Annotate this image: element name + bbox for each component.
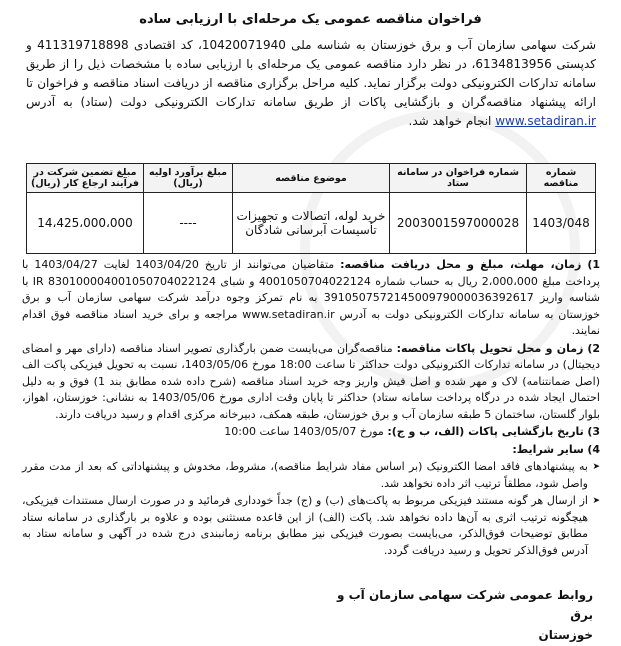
cell-tender-number: 1403/048 bbox=[527, 193, 596, 254]
header-tender-number: شماره مناقصه bbox=[527, 164, 596, 193]
section-number: 3) bbox=[587, 425, 600, 438]
section-text: مناقصه‌گران می‌بایست ضمن بارگذاری تصویر اسناد مناقصه (دارای مهر و امضای دیجیتال) در سامانه تدارکات الکترونیکی دولت حداکثر تا ساعت 18:00 مورخ 1403/05/06، نسبت به تحویل فیزیکی پاکت الف (اصل ضمانتنامه) لاک و مهر شده و اصل فیش واریز وجه خرید اسناد مناقصه (شرح داده شده مطابق بند 1) فوق و به دلیل احتمال ایجاد شده در درگاه پرداخت سامانه ستاد) حداکثر تا پایان وقت اداری مورخ 1403/05/06 به نشانی: خوزستان، اهواز، بلوار گلستان، ساختمان 5 طبقه سازمان آب و برق خوزستان، طبقه همکف، دبیرخانه مرکزی اقدام و رسید دریافت دارند. bbox=[22, 341, 600, 421]
table-header-row bbox=[27, 164, 596, 193]
table-row bbox=[27, 193, 596, 254]
header-estimate: مبلغ برآورد اولیه (ریال) bbox=[144, 164, 233, 193]
section-1 bbox=[22, 257, 600, 340]
section-number: 1) bbox=[587, 258, 601, 271]
section-number: 4) bbox=[587, 442, 600, 456]
conditions-sections bbox=[22, 257, 600, 560]
section-label: زمان و محل تحویل پاکات مناقصه: bbox=[396, 341, 584, 355]
cell-setad-number: 2003001597000028 bbox=[390, 193, 527, 254]
section-text: متقاضیان می‌توانند از تاریخ 1403/04/20 لغایت 1403/04/27 با پرداخت مبلغ 2،000،000 ریال به حساب شماره 4001050704022124 و شبای IR 830100004001050704022124 با شناسه واریز 391050757214500979000036392617 به نام تمرکز وجوه درآمد شرکت سهامی سازمان آب و برق خوزستان به سامانه تدارکات الکترونیکی دولت به آدرس bbox=[22, 258, 601, 321]
section-3 bbox=[22, 424, 600, 441]
cell-estimate: ---- bbox=[144, 193, 233, 254]
section-label: زمان، مهلت، مبلغ و محل دریافت مناقصه: bbox=[340, 258, 582, 271]
section-2 bbox=[22, 341, 600, 424]
intro-text: شرکت سهامی سازمان آب و برق خوزستان به شناسه ملی 10420071940، کد اقتصادی 411319718898 و کدپستی 6134813956، در نظر دارد مناقصه عمومی یک مرحله‌ای با ارزیابی ساده با مشخصات ذیل را از طریق سامانه تدارکات الکترونیکی دولت برگزار نماید. کلیه مراحل برگزاری مناقصه از دریافت اسناد مناقصه و فراخوان تا ارائه پیشنهاد مناقصه‌گران و بازگشایی پاکات از طریق سامانه تدارکات الکترونیکی دولت (ستاد) به آدرس bbox=[26, 38, 597, 109]
signature-line-2: خوزستان bbox=[538, 628, 593, 642]
header-subject: موضوع مناقصه bbox=[233, 164, 390, 193]
signature-block bbox=[333, 585, 593, 645]
condition-bullet: ➤ از ارسال هر گونه مستند فیزیکی مربوط به پاکت‌های (ب) و (ج) جداً خودداری فرمائید و در صورت ارسال مستندات فیزیکی، هیچگونه ترتیب اثری به آن‌ها داده نخواهد شد. پاکت (الف) از این قاعده مستثنی بوده و علاوه بر بارگذاری در سامانه ستاد مطابق توضیحات فوق‌الذکر، می‌بایست بصورت فیزیکی نیز مطابق برنامه زمانبندی درج شده در آگهی و سامانه ستاد به آدرس فوق‌الذکر تحویل و رسید دریافت گردد. bbox=[22, 493, 600, 559]
cell-guarantee: 14،425،000،000 bbox=[27, 193, 144, 254]
setad-link[interactable]: www.setadiran.ir bbox=[242, 307, 335, 321]
page-title: فراخوان مناقصه عمومی یک مرحله‌ای با ارزیابی ساده bbox=[139, 12, 482, 27]
section-label: تاریخ بازگشایی پاکات (الف، ب و ج): bbox=[387, 425, 584, 438]
condition-bullet: ➤ به پیشنهادهای فاقد امضا الکترونیک (بر اساس مفاد شرایط مناقصه)، مشروط، مخدوش و پیشنهاداتی که بعد از مدت مقرر واصل شود، مطلقاً ترتیب اثر داده نخواهد شد. bbox=[22, 459, 600, 492]
section-text: مورخ 1403/05/07 ساعت 10:00 bbox=[224, 425, 384, 438]
cell-subject: خرید لوله، اتصالات و تجهیزات تأسیسات آبرسانی شادگان bbox=[233, 193, 390, 254]
section-4 bbox=[22, 442, 600, 459]
section-tail: مراجعه و برای خرید اسناد مناقصه فوق اقدام نمایند. bbox=[22, 307, 600, 337]
signature-line-1: روابط عمومی شرکت سهامی سازمان آب و برق bbox=[336, 588, 593, 622]
setad-link[interactable]: www.setadiran.ir bbox=[495, 114, 596, 128]
intro-paragraph bbox=[26, 36, 596, 131]
intro-tail: انجام خواهد شد. bbox=[408, 114, 492, 128]
tender-table bbox=[26, 163, 596, 254]
header-setad-number: شماره فراخوان در سامانه ستاد bbox=[390, 164, 527, 193]
header-guarantee: مبلغ تضمین شرکت در فرآیند ارجاع کار (ریال) bbox=[27, 164, 144, 193]
section-label: سایر شرایط: bbox=[512, 442, 584, 456]
section-number: 2) bbox=[587, 341, 600, 355]
